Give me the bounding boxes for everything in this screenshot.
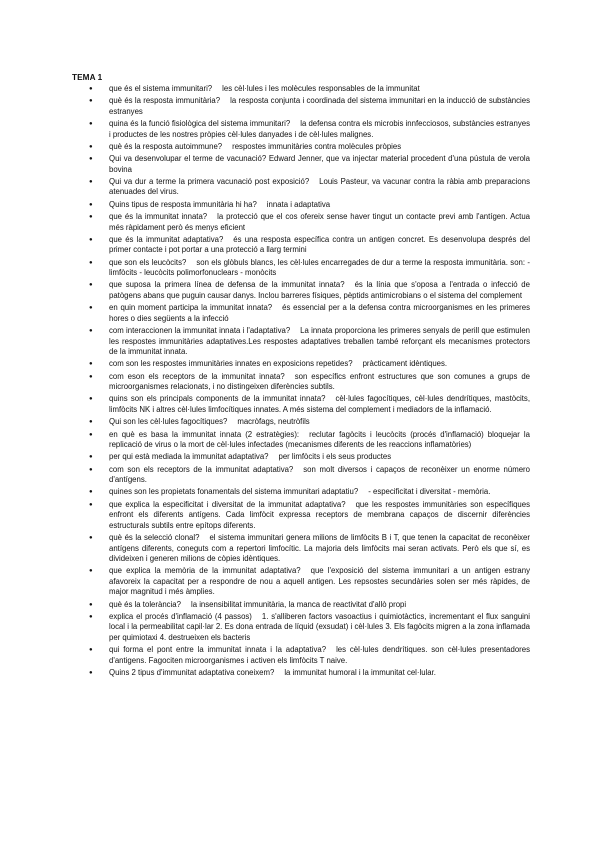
qa-item: [72, 119, 530, 140]
question-text: com interaccionen la immunitat innata i l'adaptativa?: [109, 326, 291, 336]
question-text: en quin moment participa la immunitat innata?: [109, 303, 273, 313]
qa-item: [72, 430, 530, 451]
question-text: explica el procés d'inflamació (4 passos): [109, 611, 252, 621]
answer-text: son molt diversos i capaços de reconèixer un enorme número d'antígens.: [109, 464, 530, 485]
answer-text: la immunitat humoral i la immunitat cel·lular.: [284, 668, 436, 678]
qa-item: [72, 500, 530, 532]
answer-text: - especificitat i diversitat - memòria.: [368, 487, 491, 497]
question-text: Qui va dur a terme la primera vacunació post exposició?: [109, 176, 310, 186]
answer-text: reclutar fagòcits i leucòcits (procés d'inflamació) bloquejar la replicació de virus o la mort de cèl·lules infectades (mecanismes diferents de les reaccions inflamatòries): [109, 429, 530, 450]
question-text: que és la immunitat innata?: [109, 212, 208, 222]
answer-text: son els glòbuls blancs, les cèl·lules encarregades de dur a terme la resposta immunitària. son: - limfòcits - leucòcits polimorfonuclears - monòcits: [109, 257, 530, 278]
qa-item: [72, 154, 530, 175]
bullet-icon: ●: [89, 419, 93, 426]
qa-item: [72, 235, 530, 256]
qa-item: [72, 566, 530, 598]
question-text: que és la immunitat adaptativa?: [109, 234, 224, 244]
qa-item: [72, 645, 530, 666]
answer-text: cèl·lules fagocítiques, cèl·lules dendrítiques, mastòcits, limfòcits NK i altres cèl·lules limfocítiques innates. A més sistema del complement i mediadors de la inflamació.: [109, 394, 530, 414]
answer-text: les cèl·lules i les molècules responsables de la immunitat: [222, 84, 420, 93]
bullet-icon: ●: [89, 613, 93, 620]
question-text: que suposa la primera línea de defensa de la immunitat innata?: [109, 280, 345, 290]
bullet-icon: ●: [89, 361, 93, 368]
answer-text: son específics enfront estructures que son comunes a grups de microorganismes relacionats, i no distingeixen diferències subtils.: [109, 371, 530, 392]
bullet-icon: ●: [89, 305, 93, 312]
answer-text: que les respostes immunitàries son específiques enfront els diferents antígens. Cada limfòcit expressa receptors de membrana capaços de discernir diferències estructurals subtils entre epítops diferents.: [109, 499, 530, 530]
bullet-icon: ●: [89, 98, 93, 105]
document-title: TEMA 1: [72, 73, 103, 82]
bullet-icon: ●: [89, 236, 93, 243]
bullet-icon: ●: [89, 454, 93, 461]
bullet-icon: ●: [89, 328, 93, 335]
qa-item: [72, 258, 530, 279]
bullet-icon: ●: [89, 647, 93, 654]
question-text: què és la resposta immunitària?: [109, 96, 221, 106]
question-text: Qui son les cèl·lules fagocítiques?: [109, 417, 228, 427]
bullet-icon: ●: [89, 178, 93, 185]
bullet-icon: ●: [89, 214, 93, 221]
answer-text: per limfòcits i els seus productes: [278, 452, 392, 462]
answer-text: innata i adaptativa: [266, 199, 331, 209]
question-text: quines son les propietats fonamentals del sistema immunitari adaptatiu?: [109, 487, 359, 497]
question-text: per qui està mediada la immunitat adaptativa?: [109, 452, 269, 462]
question-text: que son els leucòcits?: [109, 257, 187, 267]
bullet-icon: ●: [89, 156, 93, 163]
bullet-icon: ●: [89, 121, 93, 128]
qa-item: [72, 612, 530, 644]
qa-item: [72, 177, 530, 198]
question-text: Quins 2 tipus d'immunitat adaptativa coneixem?: [109, 668, 275, 678]
answer-text: que l'exposició del sistema immunitari a un antigen estrany afavoreix la capacitat per a respondre de nou a aquell antigen. Les repsostes secundàries solen ser més ràpides, de major magnitud i més àmplies.: [109, 566, 530, 597]
bullet-icon: ●: [89, 143, 93, 150]
bullet-icon: ●: [89, 431, 93, 438]
question-text: què és la tolerància?: [109, 599, 181, 609]
bullet-icon: ●: [89, 373, 93, 380]
answer-text: és essencial per a la defensa contra microorganismes en les primeres hores o dies següents a la infecció: [109, 303, 530, 323]
answer-text: macròfags, neutròfils: [237, 417, 310, 427]
question-text: com son les respostes immunitàries innates en exposicions repetides?: [109, 359, 353, 369]
bullet-icon: ●: [89, 501, 93, 508]
answer-text: la protecció que el cos ofereix sense haver tingut un contacte previ amb l'antígen. Actua més ràpidament però és menys eficient: [109, 212, 531, 232]
answer-text: La innata proporciona les primeres senyals de perill que estimulen les respostes immunitàries adaptatives.Les respostes adaptatives treballen també reforçant els mecanismes protectors de la immunitat innata.: [109, 326, 530, 357]
bullet-icon: ●: [89, 86, 93, 92]
question-text: que és el sistema immunitari?: [109, 84, 213, 93]
qa-item: [72, 96, 530, 117]
bullet-icon: ●: [89, 670, 93, 677]
question-text: com eson els receptors de la immunitat innata?: [109, 371, 285, 381]
bullet-icon: ●: [89, 601, 93, 608]
question-text: Quins tipus de resposta immunitària hi ha?: [109, 199, 257, 209]
answer-text: pràcticament idèntiques.: [362, 359, 448, 369]
question-text: Qui va desenvolupar el terme de vacunació? Edward Jenner, que va injectar material procedent d'una pústula de verola bovina: [109, 154, 530, 174]
qa-item: [72, 84, 530, 95]
qa-item: [72, 326, 530, 358]
bullet-icon: ●: [89, 201, 93, 208]
bullet-icon: ●: [89, 466, 93, 473]
question-text: què és la selecció clonal?: [109, 533, 200, 543]
qa-item: [72, 394, 530, 415]
qa-item: [72, 600, 530, 611]
qa-item: [72, 200, 530, 211]
qa-item: [72, 465, 530, 486]
answer-text: la insensibilitat immunitària, la manca de reactivitat d'allò propi: [190, 599, 407, 609]
answer-text: Louis Pasteur, va vacunar contra la ràbia amb preparacions atenuades del virus.: [109, 176, 530, 197]
qa-list: [72, 84, 530, 679]
qa-item: [72, 359, 530, 370]
qa-item: [72, 533, 530, 565]
answer-text: la defensa contra els microbis innfecciosos, substàncies estranyes i productes de les nostres pròpies cèl·lules danyades i de cèl·lules malignes.: [109, 119, 530, 139]
qa-item: [72, 142, 530, 153]
qa-item: [72, 668, 530, 679]
answer-text: respostes immunitàries contra molècules pròpies: [232, 141, 402, 151]
answer-text: la resposta conjunta i coordinada del sistema immunitari en la inducció de substàncies estranyes: [109, 96, 530, 116]
question-text: quina és la funció fisiològica del sistema immunitari?: [109, 119, 291, 129]
bullet-icon: ●: [89, 259, 93, 266]
question-text: com son els receptors de la immunitat adaptativa?: [109, 464, 294, 474]
qa-item: [72, 452, 530, 463]
answer-text: les cèl·lules dendrítiques. son cèl·lules presentadores d'antigens. Fagociten microorganismes i activen els limfòcits T naive.: [109, 645, 530, 665]
question-text: quins son els principals components de la immunitat innata?: [109, 394, 326, 404]
bullet-icon: ●: [89, 396, 93, 403]
answer-text: 1. s'alliberen factors vasoactius i quimiotàctics, incrementant el flux sanguini local i la permeabilitat capil·lar 2. Es dona entrada de líquid (exsudat) i cèl·lules 3. Els fagòcits migren a la zona inflamada per quimiotaxi 4. destrueixen els bacteris: [109, 611, 530, 642]
question-text: en què es basa la immunitat innata (2 estratègies):: [109, 429, 300, 439]
qa-item: [72, 487, 530, 498]
answer-text: és una resposta específica contra un antigen concret. Es desenvolupa després del primer contacte i pot portar a una protecció a llarg termini: [109, 234, 530, 255]
document-page: [72, 72, 530, 680]
qa-item: [72, 417, 530, 428]
question-text: que explica la memòria de la immunitat adaptativa?: [109, 566, 301, 576]
bullet-icon: ●: [89, 568, 93, 575]
qa-item: [72, 280, 530, 301]
qa-item: [72, 303, 530, 324]
question-text: què és la resposta autoimmune?: [109, 141, 223, 151]
qa-item: [72, 212, 530, 233]
bullet-icon: ●: [89, 489, 93, 496]
answer-text: és la línia que s'oposa a l'entrada o infecció de patògens abans que puguin causar danys. Inclou barreres físiques, pèptids antimicrobians o el sistema del complement: [109, 280, 530, 300]
bullet-icon: ●: [89, 282, 93, 289]
bullet-icon: ●: [89, 535, 93, 542]
question-text: que explica la especificitat i diversitat de la immunitat adaptativa?: [109, 499, 346, 509]
answer-text: el sistema immunitari genera milions de limfòcits B i T, que tenen la capacitat de reconèixer antígens diferents, coneguts com a repertori limfocític. La majoria dels limfòcits mai seran activats. Però els que sí, es divideixen i generen milions de còpies idèntiques.: [109, 533, 530, 564]
qa-item: [72, 372, 530, 393]
question-text: qui forma el pont entre la immunitat innata i la adaptativa?: [109, 645, 327, 655]
